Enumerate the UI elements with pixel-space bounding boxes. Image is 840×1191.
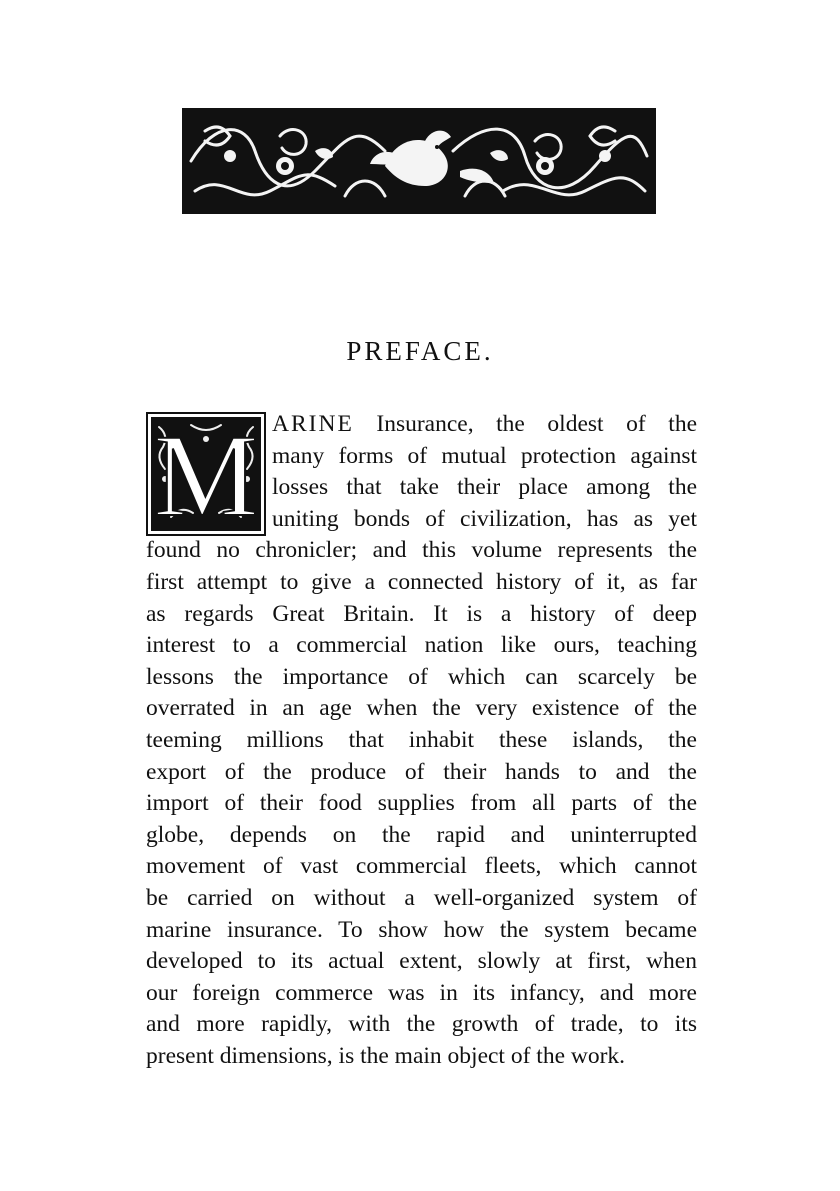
text-line: uniting bonds of civilization, has as yet bbox=[272, 505, 697, 532]
text-line: our foreign commerce was in its infancy, and more bbox=[146, 979, 697, 1006]
text-line: overrated in an age when the very existence of the bbox=[146, 695, 697, 722]
lead-caps: ARINE bbox=[272, 411, 354, 437]
text-line: as regards Great Britain. It is a history of deep bbox=[146, 600, 697, 627]
text-line: developed to its actual extent, slowly at first, when bbox=[146, 948, 697, 975]
text-line: movement of vast commercial fleets, which cannot bbox=[146, 853, 697, 880]
text-line: export of the produce of their hands to and the bbox=[146, 758, 697, 785]
text-line: marine insurance. To show how the system became bbox=[146, 916, 697, 943]
text-line: present dimensions, is the main object of the work. bbox=[146, 1042, 626, 1069]
text-line: teeming millions that inhabit these islands, the bbox=[146, 726, 697, 753]
text-line: lessons the importance of which can scarcely be bbox=[146, 663, 697, 690]
page-title: PREFACE. bbox=[346, 336, 494, 366]
ornamental-headpiece-icon bbox=[182, 108, 656, 214]
lead-line-rest: Insurance, the oldest of the bbox=[353, 411, 697, 437]
text-line: import of their food supplies from all parts of the bbox=[146, 790, 697, 817]
text-line: interest to a commercial nation like ours, teaching bbox=[146, 632, 697, 659]
text-line: many forms of mutual protection against bbox=[272, 442, 697, 469]
text-line: found no chronicler; and this volume represents the bbox=[146, 537, 697, 564]
text-line: losses that take their place among the bbox=[272, 474, 697, 501]
text-line bbox=[272, 409, 697, 441]
initial-letter: M bbox=[153, 417, 259, 531]
text-line: globe, depends on the rapid and uninterrupted bbox=[146, 821, 697, 848]
text-line: be carried on without a well-organized system of bbox=[146, 884, 697, 911]
decorated-initial-m bbox=[146, 412, 266, 536]
text-line: and more rapidly, with the growth of trade, to its bbox=[146, 1011, 697, 1038]
preface-body bbox=[146, 409, 697, 1072]
text-line: first attempt to give a connected history of it, as far bbox=[146, 568, 697, 595]
